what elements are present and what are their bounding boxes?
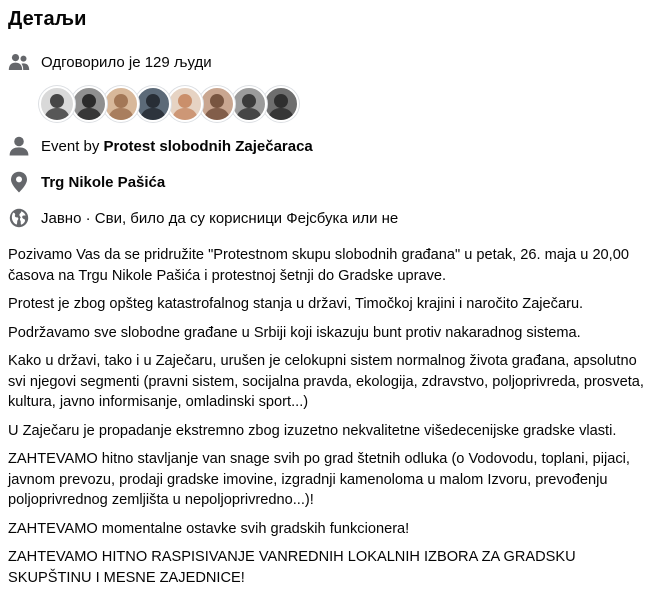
- event-by-label: Event by: [41, 137, 104, 155]
- avatar-7[interactable]: [231, 86, 267, 122]
- description-paragraph: ZAHTEVAMO HITNO RASPISIVANJE VANREDNIH LOKALNIH IZBORA ZA GRADSKU SKUPŠTINU I MESNE ZAJEDNICE!: [8, 549, 576, 586]
- avatar-3[interactable]: [103, 86, 139, 122]
- privacy-row: [8, 206, 398, 230]
- description-paragraph: Protest je zbog opšteg katastrofalnog stanja u državi, Timočkoj krajini i naročito Zaječaru.: [8, 296, 584, 312]
- organizer-link[interactable]: Protest slobodnih Zaječaraca: [103, 137, 313, 155]
- avatar-5[interactable]: [167, 86, 203, 122]
- description-paragraph: Kako u državi, tako i u Zaječaru, urušen je celokupni sistem normalnog života građana, apsolutno svi njegovi segmenti (pravni sistem, socijalna pravda, ekologija, zdravstvo, poljoprivreda, prosveta, kultura, javno informisanje, omladinski sport...): [8, 353, 644, 410]
- location-pin-icon: [8, 171, 30, 193]
- description-paragraph: U Zaječaru je propadanje ekstremno zbog izuzetno nekvalitetne višedecenijske gradske vlasti.: [8, 422, 617, 439]
- description-paragraph: Podržavamo sve slobodne građane u Srbiji koji iskazuju bunt protiv nakaradnog sistema.: [8, 324, 581, 341]
- responders-avatars[interactable]: [39, 86, 295, 122]
- people-icon: [8, 51, 30, 73]
- avatar-2[interactable]: [71, 86, 107, 122]
- responded-count: Одговорило је 129 људи: [41, 53, 212, 71]
- description-paragraph: ZAHTEVAMO hitno stavljanje van snage svih po grad štetnih odluka (o Vodovodu, toplani, pijaci, javnom prevozu, prodaji gradske imovine, izgradnji kamenoloma u malom Izvoru, prevođenju poljoprivrednog zemljišta u nepoljoprivredno...)!: [8, 451, 630, 508]
- event-by-row: [8, 134, 313, 158]
- description-paragraph: ZAHTEVAMO momentalne ostavke svih gradskih funkcionera!: [8, 520, 410, 537]
- description-paragraph: Pozivamo Vas da se pridružite "Protestnom skupu slobodnih građana" u petak, 26. maja u 20,00 časova na Trgu Nikole Pašića i protestnoj šetnji do Gradske uprave.: [8, 247, 629, 284]
- person-icon: [8, 135, 30, 157]
- avatar-1[interactable]: [39, 86, 75, 122]
- location-row[interactable]: [8, 170, 165, 194]
- location-name[interactable]: Trg Nikole Pašića: [41, 173, 166, 191]
- avatar-8[interactable]: [263, 86, 299, 122]
- responded-row[interactable]: [8, 50, 212, 74]
- avatar-6[interactable]: [199, 86, 235, 122]
- avatar-4[interactable]: [135, 86, 171, 122]
- globe-icon: [8, 207, 30, 229]
- section-title: Детаљи: [8, 8, 87, 30]
- event-description: [8, 245, 656, 596]
- privacy-text: Јавно · Сви, било да су корисници Фејсбука или не: [41, 209, 399, 227]
